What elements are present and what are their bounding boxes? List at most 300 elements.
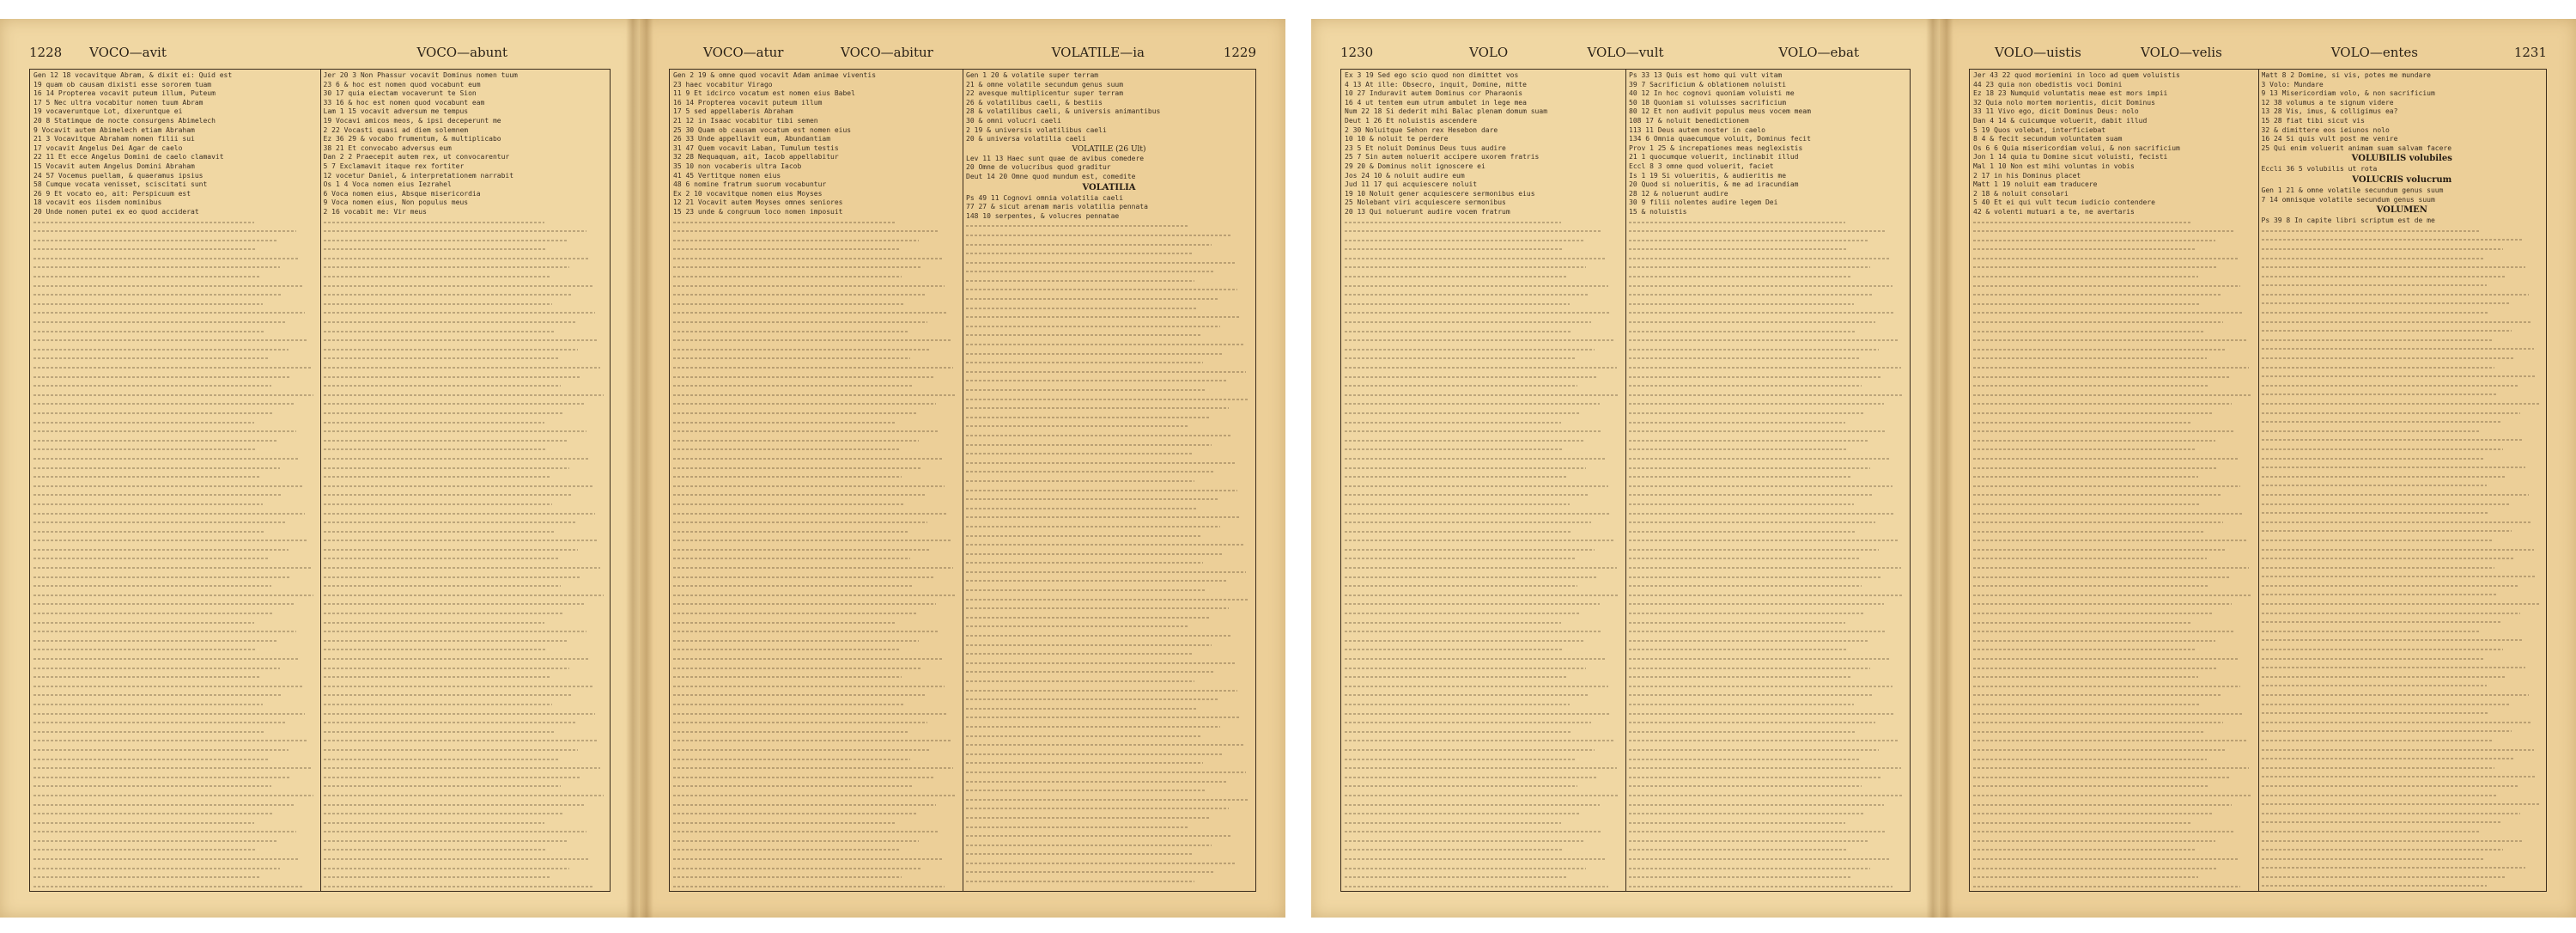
- illegible-text-line: [673, 745, 931, 754]
- illegible-text-line: [966, 686, 1237, 695]
- illegible-text-line: [2262, 781, 2518, 790]
- concordance-line: 39 7 Sacrificium & oblationem noluisti: [1629, 80, 1787, 88]
- illegible-text-line: [1973, 226, 2235, 235]
- concordance-line: Jer 20 3 Non Phassur vocavit Dominus nomen tuum: [323, 71, 518, 79]
- illegible-text-line: [2262, 717, 2531, 727]
- illegible-text-line: [1629, 271, 1850, 281]
- illegible-text-line: [324, 836, 567, 845]
- illegible-text-line: [2262, 872, 2506, 881]
- illegible-text-line: [1629, 654, 1890, 663]
- illegible-text-line: [1345, 418, 1561, 427]
- illegible-text-line: [1973, 699, 2201, 709]
- dense-text-block: [1973, 217, 2255, 890]
- illegible-text-line: [1345, 608, 1581, 618]
- illegible-text-line: [1345, 271, 1566, 281]
- illegible-text-line: [966, 458, 1235, 467]
- illegible-text-line: [2262, 808, 2520, 818]
- illegible-text-line: [966, 357, 1203, 367]
- illegible-text-line: [966, 876, 1194, 886]
- illegible-text-line: [673, 681, 945, 691]
- illegible-text-line: [1973, 244, 2196, 253]
- concordance-line: 24 57 Vocemus puellam, & quaeramus ipsius: [33, 171, 204, 180]
- illegible-text-line: [324, 563, 601, 572]
- illegible-text-line: [1345, 345, 1595, 354]
- illegible-text-line: [1629, 699, 1854, 709]
- concordance-line: 2 17 in his Dominus placet: [1973, 171, 2081, 180]
- illegible-text-line: [966, 767, 1246, 777]
- illegible-text-line: [324, 436, 567, 445]
- illegible-text-line: [2262, 745, 2535, 754]
- column-right: [966, 71, 1252, 889]
- concordance-line: 12 38 volumus a te signum videre: [2261, 98, 2394, 107]
- concordance-line: 25 30 Quam ob causam vocatum est nomen eius: [673, 125, 852, 134]
- illegible-text-line: [33, 699, 263, 709]
- illegible-text-line: [1629, 399, 1884, 408]
- illegible-text-line: [673, 299, 905, 308]
- illegible-text-line: [324, 863, 570, 873]
- illegible-text-line: [1973, 299, 2201, 308]
- illegible-text-line: [1629, 418, 1845, 427]
- illegible-text-line: [966, 667, 1215, 676]
- illegible-text-line: [2262, 454, 2484, 463]
- page-number: 1230: [1340, 45, 1374, 60]
- entry-heading: VOLATILIA: [1082, 182, 1136, 192]
- illegible-text-line: [673, 727, 908, 736]
- concordance-line: 9 Vocavit autem Abimelech etiam Abraham: [33, 125, 195, 134]
- illegible-text-line: [2262, 599, 2540, 608]
- illegible-text-line: [673, 754, 910, 764]
- illegible-text-line: [1973, 735, 2246, 745]
- illegible-text-line: [673, 672, 902, 681]
- illegible-text-line: [1629, 253, 1890, 263]
- illegible-text-line: [966, 430, 1232, 440]
- illegible-text-line: [673, 381, 914, 390]
- illegible-text-line: [33, 845, 257, 854]
- illegible-text-line: [1973, 572, 2229, 582]
- illegible-text-line: [2262, 381, 2518, 390]
- illegible-text-line: [324, 800, 584, 809]
- illegible-text-line: [1973, 345, 2227, 354]
- illegible-text-line: [33, 581, 271, 590]
- illegible-text-line: [2262, 472, 2506, 481]
- illegible-text-line: [324, 590, 604, 600]
- illegible-text-line: [1629, 326, 1856, 336]
- illegible-text-line: [2262, 280, 2487, 290]
- illegible-text-line: [324, 826, 586, 836]
- illegible-text-line: [966, 276, 1194, 285]
- illegible-text-line: [1973, 335, 2246, 345]
- illegible-text-line: [1629, 608, 1865, 618]
- illegible-text-line: [324, 808, 564, 818]
- illegible-text-line: [966, 585, 1206, 595]
- page-gutter-shadow: [640, 19, 653, 918]
- illegible-text-line: [33, 253, 300, 263]
- illegible-text-line: [1345, 372, 1597, 381]
- illegible-text-line: [2262, 244, 2504, 253]
- illegible-text-line: [324, 454, 590, 463]
- illegible-text-line: [966, 258, 1235, 267]
- illegible-text-line: [1629, 709, 1895, 718]
- illegible-text-line: [673, 763, 953, 772]
- concordance-line: 5 19 Quos volebat, interficiebat: [1973, 125, 2106, 134]
- illegible-text-line: [1973, 390, 2251, 399]
- illegible-text-line: [1345, 535, 1613, 545]
- illegible-text-line: [33, 535, 308, 545]
- illegible-text-line: [1973, 472, 2198, 481]
- illegible-text-line: [1973, 663, 2218, 673]
- illegible-text-line: [1345, 727, 1572, 736]
- illegible-text-line: [33, 490, 283, 499]
- illegible-text-line: [673, 326, 908, 336]
- concordance-line: 20 13 Qui noluerunt audire vocem fratrum: [1345, 207, 1510, 216]
- illegible-text-line: [33, 808, 274, 818]
- illegible-text-line: [33, 572, 291, 582]
- illegible-text-line: [673, 235, 919, 245]
- illegible-text-line: [1345, 308, 1611, 317]
- concordance-line: 19 10 Noluit gener acquiescere sermonibus eius: [1345, 189, 1535, 198]
- illegible-text-line: [2262, 617, 2500, 626]
- illegible-text-line: [966, 840, 1212, 850]
- illegible-text-line: [2262, 635, 2524, 644]
- dense-text-block: [2262, 226, 2543, 889]
- illegible-text-line: [2262, 290, 2529, 299]
- illegible-text-line: [2262, 399, 2540, 408]
- illegible-text-line: [2262, 826, 2481, 836]
- illegible-text-line: [2262, 571, 2537, 581]
- concordance-line: 26 & volatilibus caeli, & bestiis: [966, 98, 1103, 107]
- illegible-text-line: [33, 290, 283, 299]
- illegible-text-line: [1973, 535, 2246, 545]
- illegible-text-line: [673, 463, 922, 473]
- illegible-text-line: [1345, 509, 1611, 518]
- illegible-text-line: [2262, 790, 2498, 800]
- illegible-text-line: [1973, 818, 2192, 827]
- illegible-text-line: [966, 367, 1246, 376]
- illegible-text-line: [673, 872, 902, 881]
- illegible-text-line: [324, 481, 592, 491]
- illegible-text-line: [1345, 717, 1591, 727]
- illegible-text-line: [1629, 590, 1904, 600]
- illegible-text-line: [1345, 426, 1602, 436]
- illegible-text-line: [1973, 790, 2251, 800]
- illegible-text-line: [1973, 772, 2229, 782]
- illegible-text-line: [324, 317, 575, 326]
- illegible-text-line: [2262, 799, 2540, 808]
- illegible-text-line: [33, 262, 280, 271]
- illegible-text-line: [1973, 845, 2196, 854]
- concordance-line: 31 47 Quem vocavit Laban, Tumulum testis: [673, 143, 839, 152]
- concordance-line: 15 23 unde & congruum loco nomen imposuit: [673, 207, 843, 216]
- illegible-text-line: [673, 217, 896, 227]
- illegible-text-line: [1629, 800, 1884, 809]
- illegible-text-line: [2262, 235, 2524, 244]
- illegible-text-line: [1345, 745, 1595, 754]
- illegible-text-line: [673, 399, 936, 408]
- illegible-text-line: [966, 803, 1229, 813]
- illegible-text-line: [673, 345, 931, 354]
- illegible-text-line: [33, 308, 305, 317]
- illegible-text-line: [33, 527, 265, 536]
- illegible-text-line: [33, 335, 308, 345]
- illegible-text-line: [673, 490, 925, 499]
- illegible-text-line: [1629, 299, 1854, 308]
- illegible-text-line: [324, 572, 581, 582]
- concordance-line: 19 Vocavi amicos meos, & ipsi deceperunt me: [323, 116, 501, 125]
- illegible-text-line: [1345, 644, 1564, 654]
- illegible-text-line: [33, 727, 265, 736]
- illegible-text-line: [1629, 563, 1901, 572]
- illegible-text-line: [1629, 444, 1848, 454]
- concordance-line: 22 avesque multiplicentur super terram: [966, 89, 1124, 98]
- illegible-text-line: [673, 826, 939, 836]
- illegible-text-line: [1629, 509, 1895, 518]
- illegible-text-line: [966, 777, 1226, 786]
- illegible-text-line: [1629, 235, 1868, 245]
- illegible-text-line: [966, 394, 1249, 404]
- illegible-text-line: [1345, 781, 1577, 790]
- illegible-text-line: [324, 299, 553, 308]
- illegible-text-line: [673, 881, 945, 889]
- illegible-text-line: [1973, 854, 2238, 863]
- illegible-text-line: [1629, 553, 1859, 563]
- illegible-text-line: [2262, 699, 2509, 709]
- illegible-text-line: [1973, 363, 2249, 372]
- illegible-text-line: [324, 581, 562, 590]
- illegible-text-line: [1345, 572, 1597, 582]
- header-entry-mid: VOCO—abitur: [841, 45, 933, 60]
- column-left: [673, 71, 959, 889]
- illegible-text-line: [324, 790, 604, 800]
- illegible-text-line: [1345, 800, 1600, 809]
- illegible-text-line: [673, 717, 927, 727]
- illegible-text-line: [673, 545, 931, 554]
- illegible-text-line: [673, 572, 933, 582]
- concordance-line: 32 28 Nequaquam, ait, Iacob appellabitur: [673, 153, 839, 162]
- illegible-text-line: [673, 372, 933, 381]
- illegible-text-line: [1973, 281, 2240, 290]
- illegible-text-line: [1973, 326, 2204, 336]
- illegible-text-line: [1629, 345, 1879, 354]
- illegible-text-line: [966, 476, 1194, 485]
- illegible-text-line: [2262, 435, 2524, 444]
- illegible-text-line: [324, 517, 575, 527]
- concordance-line: 18 vocavit eos iisdem nominibus: [33, 198, 162, 207]
- illegible-text-line: [33, 381, 271, 390]
- page-gutter-shadow: [626, 19, 640, 918]
- illegible-text-line: [1629, 863, 1870, 873]
- illegible-text-line: [324, 553, 558, 563]
- illegible-text-line: [1345, 590, 1619, 600]
- dense-text-block: [324, 217, 607, 890]
- illegible-text-line: [1345, 672, 1566, 681]
- column-left: [33, 71, 317, 889]
- concordance-line: Os 6 6 Quia misericordiam volui, & non sacrificium: [1973, 143, 2180, 152]
- illegible-text-line: [33, 509, 305, 518]
- concordance-line: 44 23 quia non obedistis voci Domini: [1973, 80, 2123, 88]
- illegible-text-line: [33, 608, 274, 618]
- illegible-text-line: [673, 772, 933, 782]
- illegible-text-line: [1973, 271, 2198, 281]
- concordance-line: 6 Voca nomen eius, Absque misericordia: [323, 189, 481, 198]
- illegible-text-line: [1629, 262, 1870, 271]
- illegible-text-line: [673, 527, 908, 536]
- illegible-text-line: [33, 654, 300, 663]
- illegible-text-line: [2262, 863, 2526, 872]
- illegible-text-line: [673, 509, 948, 518]
- illegible-text-line: [1973, 399, 2232, 408]
- illegible-text-line: [324, 271, 550, 281]
- illegible-text-line: [33, 709, 305, 718]
- illegible-text-line: [1345, 444, 1564, 454]
- illegible-text-line: [673, 444, 899, 454]
- concordance-line: 16 14 Propterea vocavit puteum illum: [673, 98, 823, 107]
- illegible-text-line: [1973, 872, 2198, 881]
- illegible-text-line: [2262, 662, 2526, 672]
- illegible-text-line: [33, 418, 254, 427]
- text-frame: [1340, 69, 1911, 892]
- illegible-text-line: [1973, 408, 2212, 418]
- illegible-text-line: [33, 463, 280, 473]
- illegible-text-line: [324, 281, 592, 290]
- illegible-text-line: [2262, 253, 2484, 263]
- illegible-text-line: [33, 545, 289, 554]
- concordance-line: 28 12 & noluerunt audire: [1629, 189, 1728, 198]
- illegible-text-line: [324, 399, 584, 408]
- illegible-text-line: [1345, 772, 1597, 782]
- column-right: [2262, 71, 2543, 889]
- illegible-text-line: [1973, 644, 2196, 654]
- illegible-text-line: [673, 472, 902, 481]
- concordance-line: 25 Qui enim voluerit animam suam salvam facere: [2261, 143, 2452, 152]
- illegible-text-line: [966, 503, 1198, 513]
- illegible-text-line: [966, 595, 1249, 604]
- column-left: [1345, 71, 1622, 889]
- illegible-text-line: [966, 731, 1200, 741]
- illegible-text-line: [2262, 408, 2520, 418]
- illegible-text-line: [324, 372, 581, 381]
- illegible-text-line: [673, 699, 905, 709]
- illegible-text-line: [966, 567, 1246, 576]
- illegible-text-line: [673, 317, 927, 326]
- illegible-text-line: [673, 281, 945, 290]
- illegible-text-line: [1345, 408, 1581, 418]
- illegible-text-line: [2262, 753, 2515, 763]
- illegible-text-line: [2262, 836, 2524, 845]
- illegible-text-line: [1345, 581, 1577, 590]
- illegible-text-line: [1345, 545, 1595, 554]
- illegible-text-line: [324, 244, 547, 253]
- page-1231: [1940, 19, 2576, 918]
- concordance-line: 21 1 quocumque voluerit, inclinabit illud: [1629, 153, 1799, 162]
- illegible-text-line: [324, 235, 567, 245]
- illegible-text-line: [966, 858, 1235, 868]
- illegible-text-line: [1345, 299, 1570, 308]
- illegible-text-line: [966, 540, 1243, 549]
- illegible-text-line: [673, 553, 910, 563]
- illegible-text-line: [1629, 572, 1881, 582]
- concordance-line: 113 11 Deus autem noster in caelo: [1629, 125, 1765, 134]
- illegible-text-line: [2262, 771, 2537, 781]
- illegible-text-line: [966, 758, 1203, 767]
- illegible-text-line: [2262, 726, 2512, 735]
- illegible-text-line: [2262, 444, 2504, 454]
- illegible-text-line: [33, 235, 276, 245]
- illegible-text-line: [1973, 381, 2209, 390]
- illegible-text-line: [1973, 517, 2223, 527]
- illegible-text-line: [673, 790, 957, 800]
- concordance-line: 2 22 Vocasti quasi ad diem solemnem: [323, 125, 469, 134]
- illegible-text-line: [324, 444, 547, 454]
- illegible-text-line: [1973, 481, 2240, 491]
- illegible-text-line: [1345, 390, 1619, 399]
- illegible-text-line: [1973, 454, 2238, 463]
- illegible-text-line: [966, 740, 1243, 749]
- illegible-text-line: [33, 590, 313, 600]
- illegible-text-line: [33, 345, 289, 354]
- illegible-text-line: [1345, 735, 1613, 745]
- illegible-text-line: [1973, 781, 2209, 790]
- concordance-line: 5 40 Et ei qui vult tecum iudicio contendere: [1973, 198, 2155, 207]
- illegible-text-line: [966, 312, 1241, 321]
- illegible-text-line: [1629, 826, 1886, 836]
- illegible-text-line: [1629, 472, 1850, 481]
- illegible-text-line: [673, 800, 936, 809]
- concordance-line: 17 vocavit Angelus Dei Agar de caelo: [33, 143, 183, 152]
- illegible-text-line: [673, 436, 919, 445]
- concordance-line: 7 14 omnisque volatile secundum genus suum: [2261, 195, 2435, 204]
- illegible-text-line: [2262, 344, 2535, 353]
- illegible-text-line: [324, 818, 544, 827]
- illegible-text-line: [324, 363, 601, 372]
- illegible-text-line: [1973, 826, 2235, 836]
- illegible-text-line: [2262, 690, 2529, 699]
- illegible-text-line: [33, 444, 257, 454]
- illegible-text-line: [1345, 290, 1589, 299]
- concordance-line: Mal 1 10 Non est mihi voluntas in vobis: [1973, 162, 2135, 170]
- concordance-line: 16 14 Propterea vocavit puteum illum, Puteum: [33, 89, 216, 98]
- illegible-text-line: [324, 499, 553, 509]
- illegible-text-line: [2262, 308, 2489, 317]
- illegible-text-line: [1345, 326, 1572, 336]
- concordance-line: Dan 2 2 Praecepit autem rex, ut convocarentur: [323, 153, 510, 162]
- column-right: [1629, 71, 1906, 889]
- illegible-text-line: [33, 436, 276, 445]
- illegible-text-line: [324, 745, 579, 754]
- concordance-line: Ps 39 8 In capite libri scriptum est de me: [2261, 216, 2435, 225]
- illegible-text-line: [673, 563, 953, 572]
- illegible-text-line: [324, 509, 595, 518]
- illegible-text-line: [1629, 454, 1890, 463]
- concordance-line: 9 Voca nomen eius, Non populus meus: [323, 198, 469, 207]
- illegible-text-line: [673, 781, 914, 790]
- illegible-text-line: [673, 808, 916, 818]
- dense-text-block: [33, 217, 317, 890]
- illegible-text-line: [2262, 262, 2526, 271]
- illegible-text-line: [2262, 298, 2509, 308]
- illegible-text-line: [1973, 308, 2243, 317]
- concordance-line: 2 18 & noluit consolari: [1973, 189, 2069, 198]
- illegible-text-line: [1629, 763, 1901, 772]
- concordance-line: Gen 12 18 vocavitque Abram, & dixit ei: Quid est: [33, 71, 233, 79]
- illegible-text-line: [1629, 808, 1865, 818]
- illegible-text-line: [1973, 800, 2232, 809]
- illegible-text-line: [1345, 399, 1600, 408]
- illegible-text-line: [324, 545, 579, 554]
- illegible-text-line: [966, 494, 1218, 503]
- running-header: [29, 45, 611, 67]
- header-entry-left: VOCO—avit: [89, 45, 167, 60]
- illegible-text-line: [966, 240, 1212, 249]
